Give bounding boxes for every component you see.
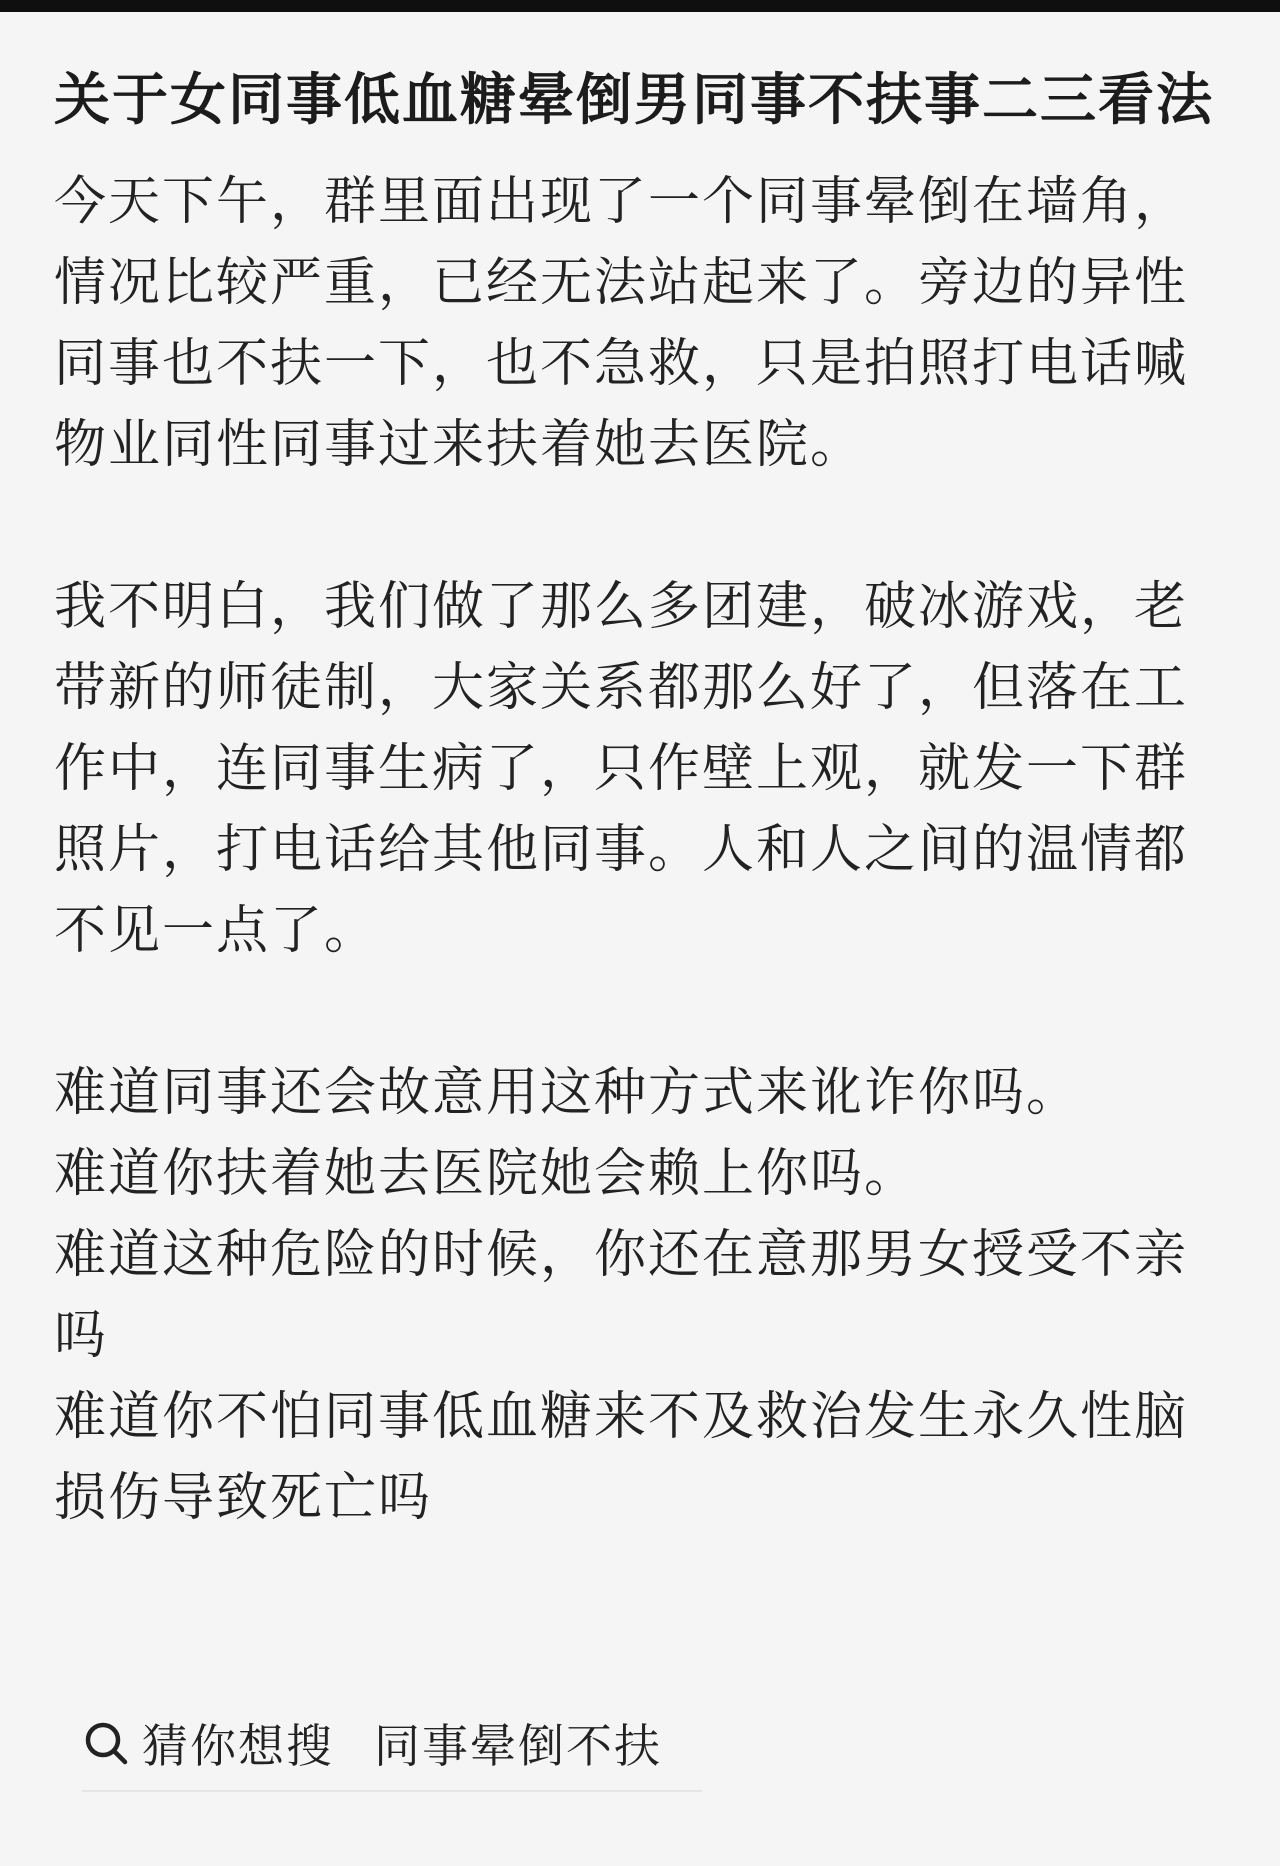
- post-content: [54, 56, 1226, 1539]
- post-title: 关于女同事低血糖晕倒男同事不扶事二三看法: [54, 68, 1214, 133]
- post-body: [54, 162, 1226, 1539]
- question-2: 难道你扶着她去医院她会赖上你吗。: [54, 1144, 919, 1204]
- question-4: 难道你不怕同事低血糖来不及救治发生永久性脑损伤导致死亡吗: [54, 1387, 1189, 1528]
- paragraph-2: 我不明白，我们做了那么多团建，破冰游戏，老带新的师徒制，大家关系都那么好了，但落在工作中，连同事生病了，只作壁上观，就发一下群照片，打电话给其他同事。人和人之间的温情都不见一点了。: [54, 577, 1189, 961]
- search-suggestion[interactable]: [82, 1704, 662, 1782]
- paragraph-1: 今天下午，群里面出现了一个同事晕倒在墙角，情况比较严重，已经无法站起来了。旁边的异性同事也不扶一下，也不急救，只是拍照打电话喊物业同性同事过来扶着她去医院。: [54, 172, 1189, 475]
- question-1: 难道同事还会故意用这种方式来讹诈你吗。: [54, 1063, 1081, 1123]
- divider: [82, 1790, 702, 1792]
- search-icon: [82, 1719, 130, 1767]
- question-list: [54, 1053, 1226, 1539]
- suggestion-label: 猜你想搜: [142, 1719, 334, 1773]
- question-3: 难道这种危险的时候，你还在意那男女授受不亲吗: [54, 1225, 1189, 1366]
- top-status-bar: [0, 0, 1280, 12]
- suggestion-query-link[interactable]: 同事晕倒不扶: [374, 1719, 662, 1773]
